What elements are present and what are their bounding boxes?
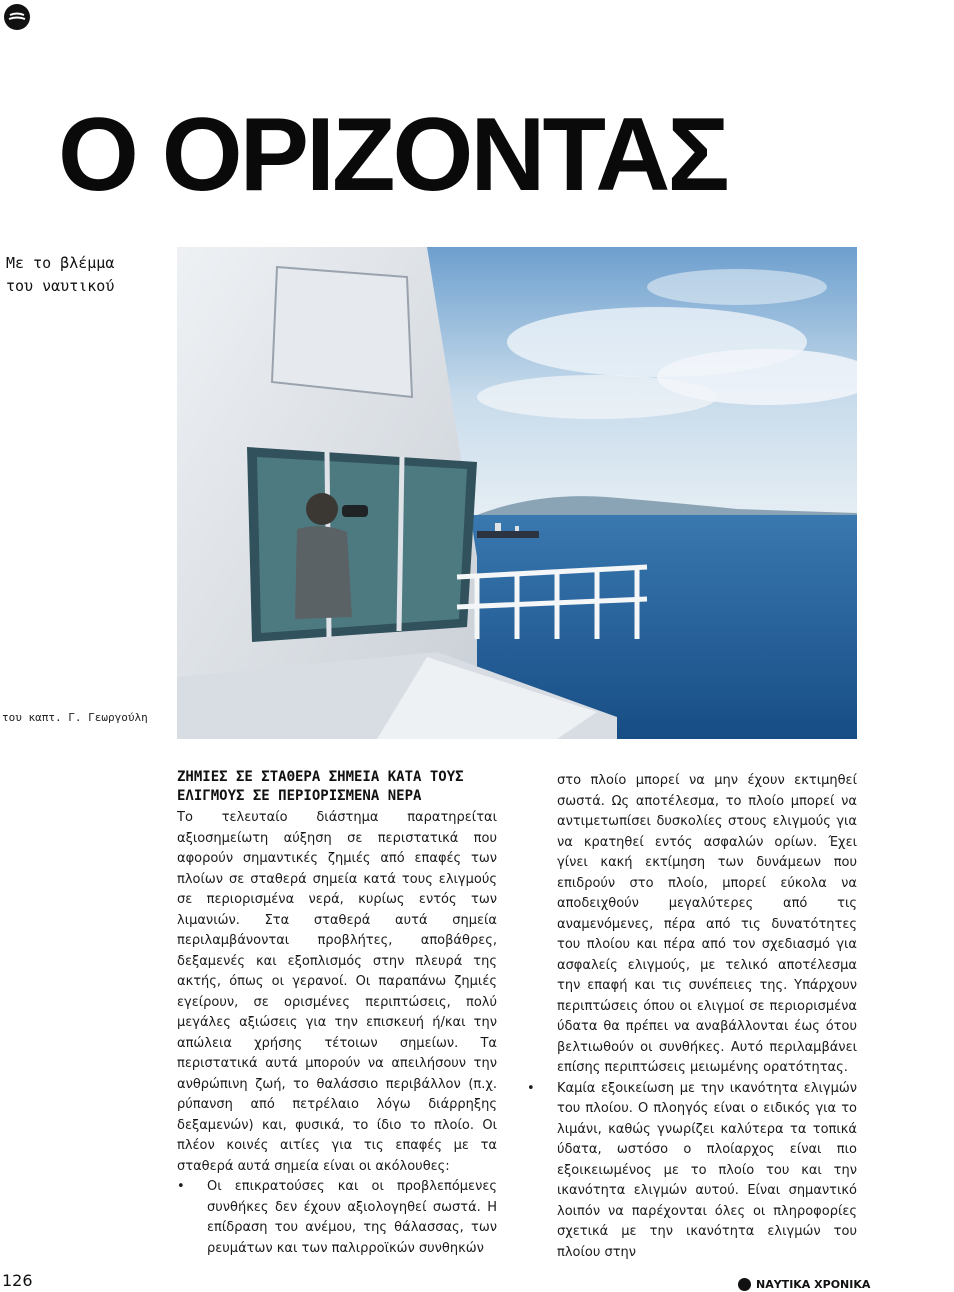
- bullet-icon: •: [527, 1080, 535, 1096]
- subtitle-line-1: Με το βλέμμα: [6, 254, 115, 272]
- article-paragraph: Το τελευταίο διάστημα παρατηρείται αξιοσημείωτη αύξηση σε περιστατικά που αφορούν σημαντικές ζημιές από επαφές των πλοίων σε σταθερά σημεία κατά τους ελιγμούς σε περιορισμένα νερά, κυρίως εντός των λιμανιών. Στα σταθερά αυτά σημεία περιλαμβάνονται προβλήτες, αποβάθρες, δεξαμενές και εξοπλισμός στην πλευρά της ακτής, όπως οι γερανοί. Οι παραπάνω ζημιές εγείρουν, σε ορισμένες περιπτώσεις, πολύ μεγάλες αξιώσεις για την επισκευή ή/και την απώλεια χρήσης τέτοιων σημείων. Τα περιστατικά αυτά μπορούν να απειλήσουν την ανθρώπινη ζωή, το θαλάσσιο περιβάλλον (π.χ. ρύπανση από πετρέλαιο λόγω διάρρηξης δεξαμενών) και, φυσικά, το ίδιο το πλοίο. Οι πλέον κοινές αιτίες για τις επαφές με τα σταθερά αυτά σημεία είναι οι ακόλουθες:: [177, 810, 497, 1174]
- bullet-text: Καμία εξοικείωση με την ικανότητα ελιγμών του πλοίου. Ο πλοηγός είναι ο ειδικός για το λιμάνι, καθώς γνωρίζει καλύτερα τα τοπικά ύδατα, ωστόσο ο πλοίαρχος είναι πιο εξοικειωμένος με το πλοίο του και την ικανότητα ελιγμών αυτού. Είναι σημαντικό λοιπόν να παρέχονται όλες οι πληροφορίες σχετικά με την ικανότητα ελιγμών του πλοίου στην: [557, 1080, 857, 1260]
- magazine-logo-icon: [4, 4, 30, 30]
- subtitle: [6, 252, 166, 298]
- footer-brand: [738, 1276, 870, 1292]
- author-byline: του καπτ. Γ. Γεωργούλη: [2, 711, 148, 724]
- list-item: [527, 1079, 857, 1264]
- bullet-text: Οι επικρατούσες και οι προβλεπόμενες συνθήκες δεν έχουν αξιολογηθεί σωστά. Η επίδραση του ανέμου, της θάλασσας, των ρευμάτων και των παλιρροϊκών συνθηκών: [207, 1179, 497, 1256]
- page-number: 126: [2, 1271, 33, 1290]
- subtitle-line-2: του ναυτικού: [6, 277, 115, 295]
- list-item: [177, 1177, 497, 1259]
- article-heading: ΖΗΜΙΕΣ ΣΕ ΣΤΑΘΕΡΑ ΣΗΜΕΙΑ ΚΑΤΑ ΤΟΥΣ ΕΛΙΓΜΟΥΣ ΣΕ ΠΕΡΙΟΡΙΣΜΕΝΑ ΝΕΡΑ: [177, 769, 464, 804]
- ship-bridge-photo: [177, 247, 857, 739]
- brand-logo-icon: [738, 1278, 751, 1291]
- article-column-right: [527, 771, 857, 1263]
- bullet-continuation-text: στο πλοίο μπορεί να μην έχουν εκτιμηθεί σωστά. Ως αποτέλεσμα, το πλοίο μπορεί να αντιμετωπίσει δυσκολίες στους ελιγμούς για να κρατηθεί εντός ασφαλών ορίων. Έχει γίνει κακή εκτίμηση των δυνάμεων που επιδρούν στο πλοίο, μπορεί εύκολα να αποδειχθούν μεγαλύτερες από τις αναμενόμενες, πέρα από τις δυνατότητες του πλοίου και πέρα από τον σχεδιασμό για ασφαλείς ελιγμούς, με τελικό αποτέλεσμα την επαφή και τις συνέπειες της. Υπάρχουν περιπτώσεις όπου οι ελιγμοί σε περιορισμένα ύδατα θα πρέπει να αναβάλλονται έως ότου βελτιωθούν οι συνθήκες. Αυτό περιλαμβάνει επίσης περιπτώσεις μειωμένης ορατότητας.: [557, 773, 857, 1075]
- page-title: Ο ΟΡΙΖΟΝΤΑΣ: [58, 97, 727, 213]
- brand-name: ΝΑΥΤΙΚΑ ΧΡΟΝΙΚΑ: [756, 1277, 871, 1291]
- bullet-icon: •: [177, 1179, 185, 1194]
- article-column-left: [177, 768, 497, 1259]
